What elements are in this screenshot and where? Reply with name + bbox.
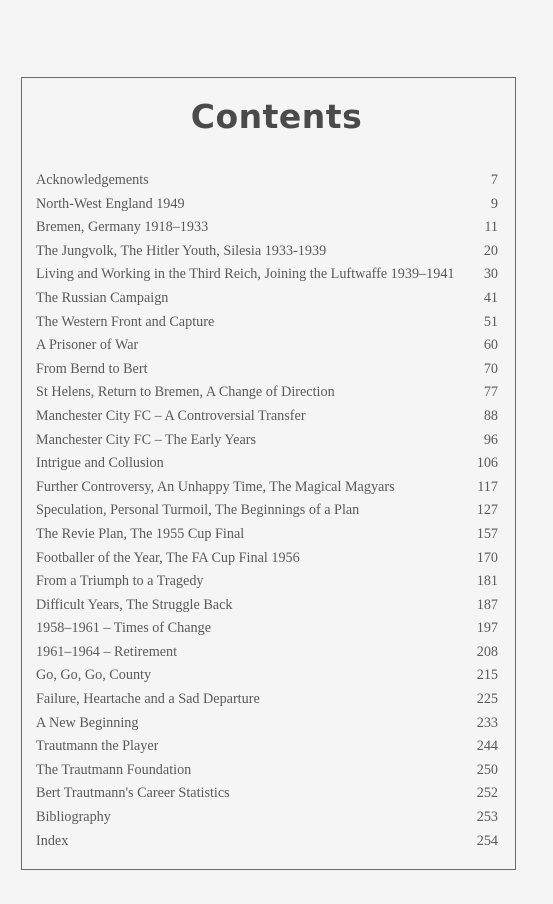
toc-entry-page-number: 252 — [476, 785, 498, 802]
toc-entry-page-number: 11 — [484, 219, 498, 236]
toc-entry — [36, 641, 498, 665]
toc-entry-title: Bibliography — [36, 809, 111, 826]
toc-entry-page-number: 208 — [476, 643, 498, 660]
toc-entry — [36, 334, 498, 358]
toc-entry-title: Bremen, Germany 1918–1933 — [36, 219, 209, 236]
toc-entry — [36, 476, 498, 500]
page-title: Contents — [190, 97, 363, 136]
toc-entry — [36, 688, 498, 712]
toc-entry-title: Further Controversy, An Unhappy Time, The Magical Magyars — [36, 478, 395, 495]
toc-entry-page-number: 70 — [483, 360, 498, 377]
toc-entry-title: Bert Trautmann's Career Statistics — [36, 785, 230, 802]
toc-entry-title: North-West England 1949 — [36, 195, 185, 212]
toc-entry — [36, 287, 498, 311]
table-of-contents — [36, 169, 498, 853]
toc-entry-page-number: 77 — [483, 384, 498, 401]
toc-entry — [36, 452, 498, 476]
toc-entry-page-number: 7 — [490, 172, 498, 188]
toc-entry-title: Manchester City FC – The Early Years — [36, 431, 257, 448]
toc-entry — [36, 570, 498, 594]
toc-entry — [36, 499, 498, 523]
toc-entry-title: Manchester City FC – A Controversial Transfer — [36, 407, 306, 424]
toc-entry-title: Living and Working in the Third Reich, Joining the Luftwaffe 1939–1941 — [36, 266, 455, 283]
toc-entry-page-number: 117 — [477, 478, 498, 495]
toc-entry — [36, 617, 498, 641]
toc-entry-title: St Helens, Return to Bremen, A Change of Direction — [36, 384, 335, 401]
toc-entry-page-number: 41 — [483, 289, 498, 306]
toc-entry — [36, 547, 498, 571]
toc-entry — [36, 429, 498, 453]
toc-entry-page-number: 60 — [483, 337, 498, 354]
toc-entry — [36, 759, 498, 783]
toc-entry — [36, 169, 498, 193]
toc-entry-page-number: 250 — [476, 761, 498, 778]
toc-entry-page-number: 88 — [483, 407, 498, 424]
toc-entry-title: The Revie Plan, The 1955 Cup Final — [36, 525, 245, 542]
toc-entry-title: A Prisoner of War — [36, 337, 139, 354]
toc-entry-title: The Western Front and Capture — [36, 313, 215, 330]
toc-entry — [36, 263, 498, 287]
toc-entry-title: Footballer of the Year, The FA Cup Final 1956 — [36, 549, 300, 566]
toc-entry-page-number: 30 — [483, 266, 498, 283]
toc-entry — [36, 830, 498, 854]
toc-entry-page-number: 215 — [476, 667, 498, 684]
toc-entry-title: The Russian Campaign — [36, 289, 169, 306]
toc-entry-page-number: 170 — [476, 549, 498, 566]
toc-entry — [36, 664, 498, 688]
toc-entry-title: Go, Go, Go, County — [36, 667, 152, 684]
toc-entry-page-number: 127 — [476, 502, 498, 519]
toc-entry-page-number: 187 — [476, 596, 498, 613]
toc-entry — [36, 216, 498, 240]
toc-entry-title: Speculation, Personal Turmoil, The Beginnings of a Plan — [36, 502, 360, 519]
toc-entry — [36, 594, 498, 618]
toc-entry-page-number: 51 — [483, 313, 498, 330]
toc-entry — [36, 405, 498, 429]
toc-entry-title: Difficult Years, The Struggle Back — [36, 596, 233, 613]
toc-entry-page-number: 20 — [483, 242, 498, 259]
toc-entry-title: A New Beginning — [36, 714, 139, 731]
toc-entry — [36, 311, 498, 335]
toc-entry-title: Acknowledgements — [36, 172, 149, 188]
toc-entry-title: Intrigue and Collusion — [36, 455, 164, 472]
toc-entry-page-number: 197 — [476, 620, 498, 637]
toc-entry — [36, 523, 498, 547]
toc-entry — [36, 782, 498, 806]
toc-entry-title: 1961–1964 – Retirement — [36, 643, 178, 660]
toc-entry — [36, 240, 498, 264]
toc-entry — [36, 358, 498, 382]
toc-entry-title: From a Triumph to a Tragedy — [36, 573, 204, 590]
toc-entry — [36, 193, 498, 217]
toc-entry-page-number: 233 — [476, 714, 498, 731]
toc-entry-page-number: 254 — [476, 832, 498, 849]
toc-entry-page-number: 244 — [476, 738, 498, 755]
toc-entry — [36, 381, 498, 405]
toc-entry-page-number: 96 — [483, 431, 498, 448]
toc-entry-page-number: 225 — [476, 691, 498, 708]
toc-entry — [36, 712, 498, 736]
toc-entry-title: The Trautmann Foundation — [36, 761, 192, 778]
toc-entry-title: 1958–1961 – Times of Change — [36, 620, 211, 637]
toc-entry-page-number: 157 — [476, 525, 498, 542]
toc-entry-title: From Bernd to Bert — [36, 360, 148, 377]
toc-entry-title: Index — [36, 832, 69, 849]
toc-entry — [36, 806, 498, 830]
toc-entry-title: Trautmann the Player — [36, 738, 159, 755]
toc-entry-title: Failure, Heartache and a Sad Departure — [36, 691, 260, 708]
toc-entry-page-number: 181 — [476, 573, 498, 590]
toc-entry-title: The Jungvolk, The Hitler Youth, Silesia 1933-1939 — [36, 242, 327, 259]
toc-entry-page-number: 9 — [490, 195, 498, 212]
toc-entry-page-number: 106 — [476, 455, 498, 472]
toc-entry-page-number: 253 — [476, 809, 498, 826]
toc-entry — [36, 735, 498, 759]
